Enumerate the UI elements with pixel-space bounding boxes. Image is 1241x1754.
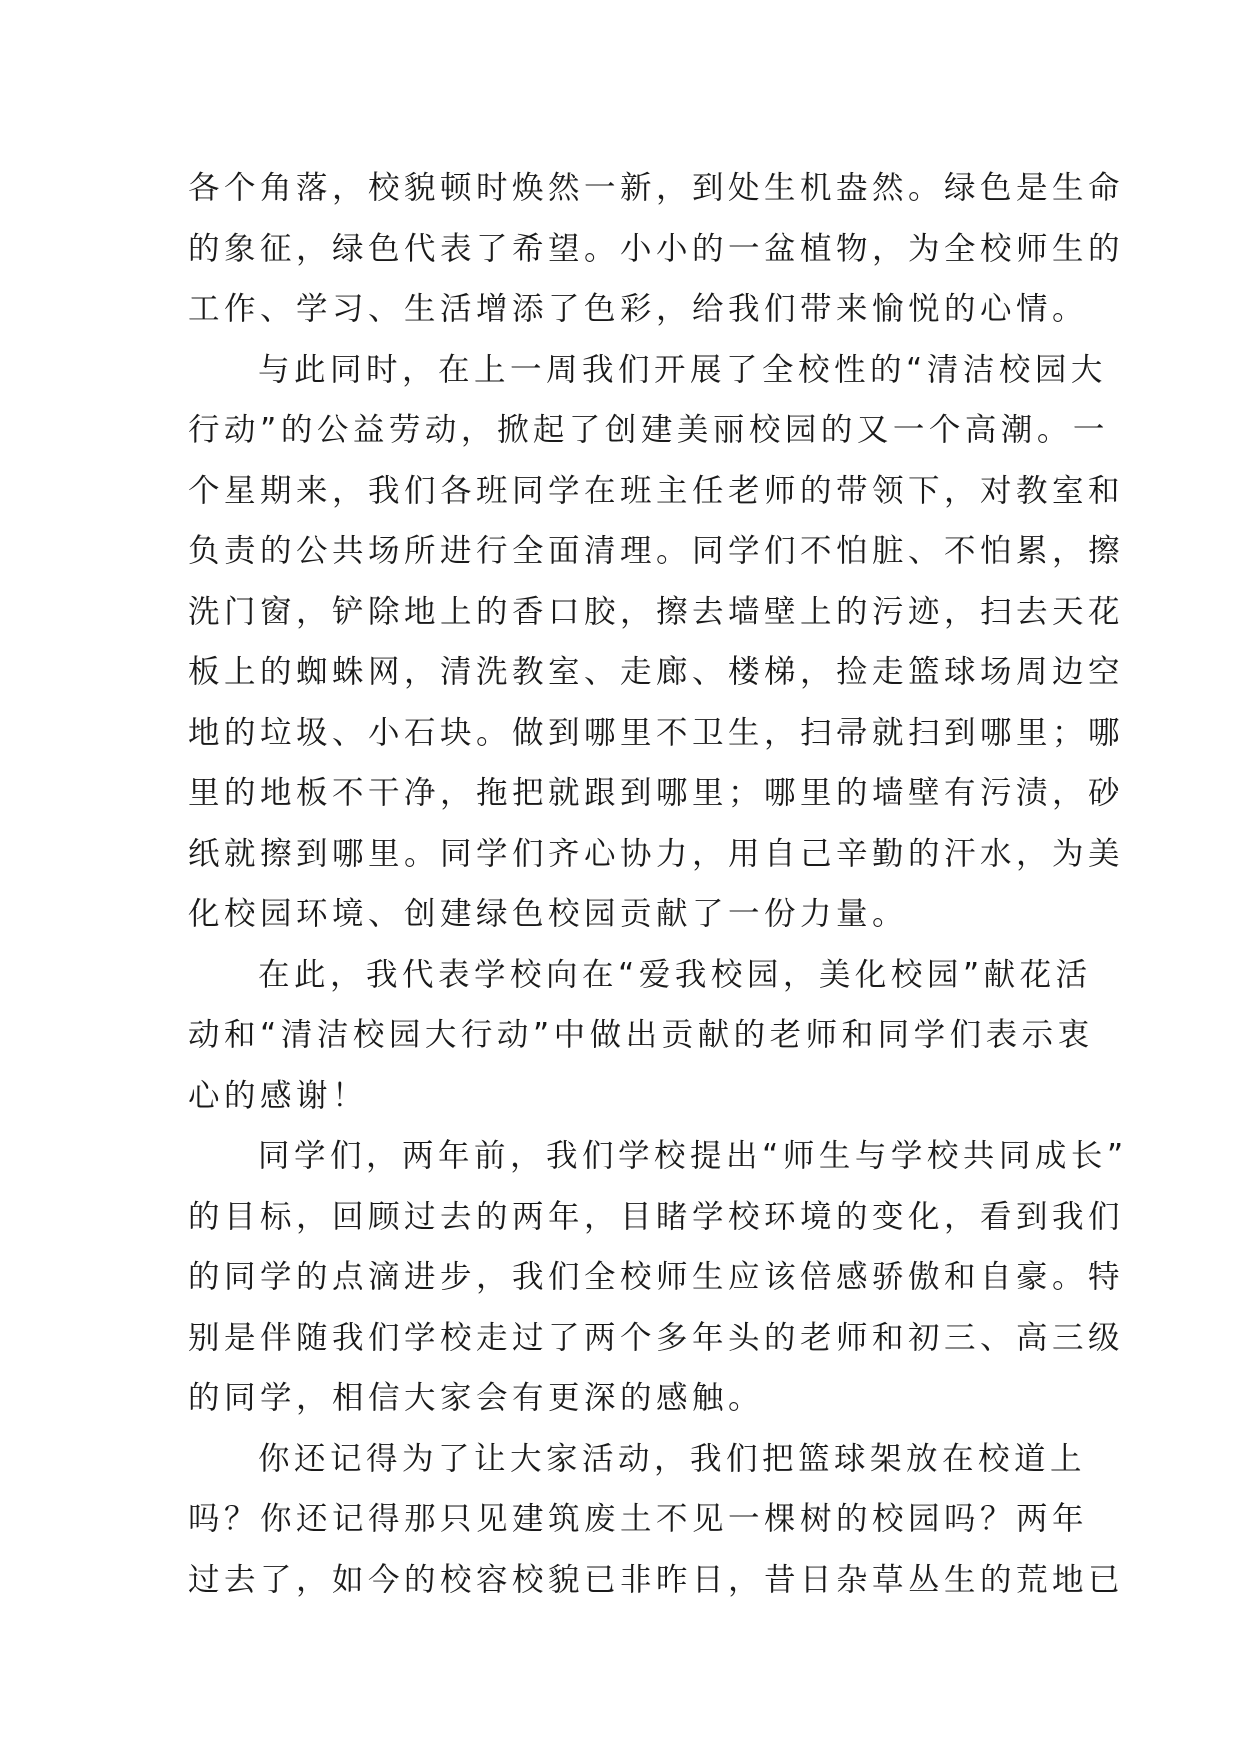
paragraph-first-line: 你还记得为了让大家活动，我们把篮球架放在校道上: [258, 1440, 1087, 1477]
text-line: 吗？你还记得那只见建筑废土不见一棵树的校园吗？两年: [188, 1501, 1089, 1537]
text-line: 纸就擦到哪里。同学们齐心协力，用自己辛勤的汗水，为美: [188, 835, 1125, 872]
paragraph-first-line: 与此同时，在上一周我们开展了全校性的“清洁校园大: [258, 351, 1107, 388]
text-line: 负责的公共场所进行全面清理。同学们不怕脏、不怕累，擦: [188, 533, 1125, 569]
text-line: 的同学的点滴进步，我们全校师生应该倍感骄傲和自豪。特: [188, 1259, 1125, 1295]
text-line: 洗门窗，铲除地上的香口胶，擦去墙壁上的污迹，扫去天花: [188, 593, 1125, 630]
text-line: 的同学，相信大家会有更深的感触。: [188, 1380, 765, 1416]
text-line: 心的感谢！: [188, 1077, 369, 1114]
document-body: [188, 158, 1128, 1610]
text-line: 各个角落，校貌顿时焕然一新，到处生机盎然。绿色是生命: [188, 170, 1125, 206]
text-line: 的象征，绿色代表了希望。小小的一盆植物，为全校师生的: [188, 230, 1125, 267]
text-line: 的目标，回顾过去的两年，目睹学校环境的变化，看到我们: [188, 1198, 1125, 1235]
text-line: 个星期来，我们各班同学在班主任老师的带领下，对教室和: [188, 472, 1125, 509]
text-line: 化校园环境、创建绿色校园贡献了一份力量。: [188, 896, 909, 932]
text-line: 别是伴随我们学校走过了两个多年头的老师和初三、高三级: [188, 1319, 1125, 1356]
text-line: 动和“清洁校园大行动”中做出贡献的老师和同学们表示衷: [188, 1017, 1094, 1053]
text-line: 工作、学习、生活增添了色彩，给我们带来愉悦的心情。: [188, 291, 1089, 327]
paragraph-first-line: 同学们，两年前，我们学校提出“师生与学校共同成长”: [258, 1138, 1128, 1174]
text-line: 行动”的公益劳动，掀起了创建美丽校园的又一个高潮。一: [188, 412, 1109, 448]
text-line: 里的地板不干净，拖把就跟到哪里；哪里的墙壁有污渍，砂: [188, 775, 1125, 811]
text-line: 板上的蜘蛛网，清洗教室、走廊、楼梯，捡走篮球场周边空: [188, 654, 1125, 690]
paragraph-first-line: 在此，我代表学校向在“爱我校园，美化校园”献花活: [258, 956, 1092, 993]
text-line: 过去了，如今的校容校貌已非昨日，昔日杂草丛生的荒地已: [188, 1561, 1125, 1598]
text-line: 地的垃圾、小石块。做到哪里不卫生，扫帚就扫到哪里；哪: [188, 714, 1125, 751]
